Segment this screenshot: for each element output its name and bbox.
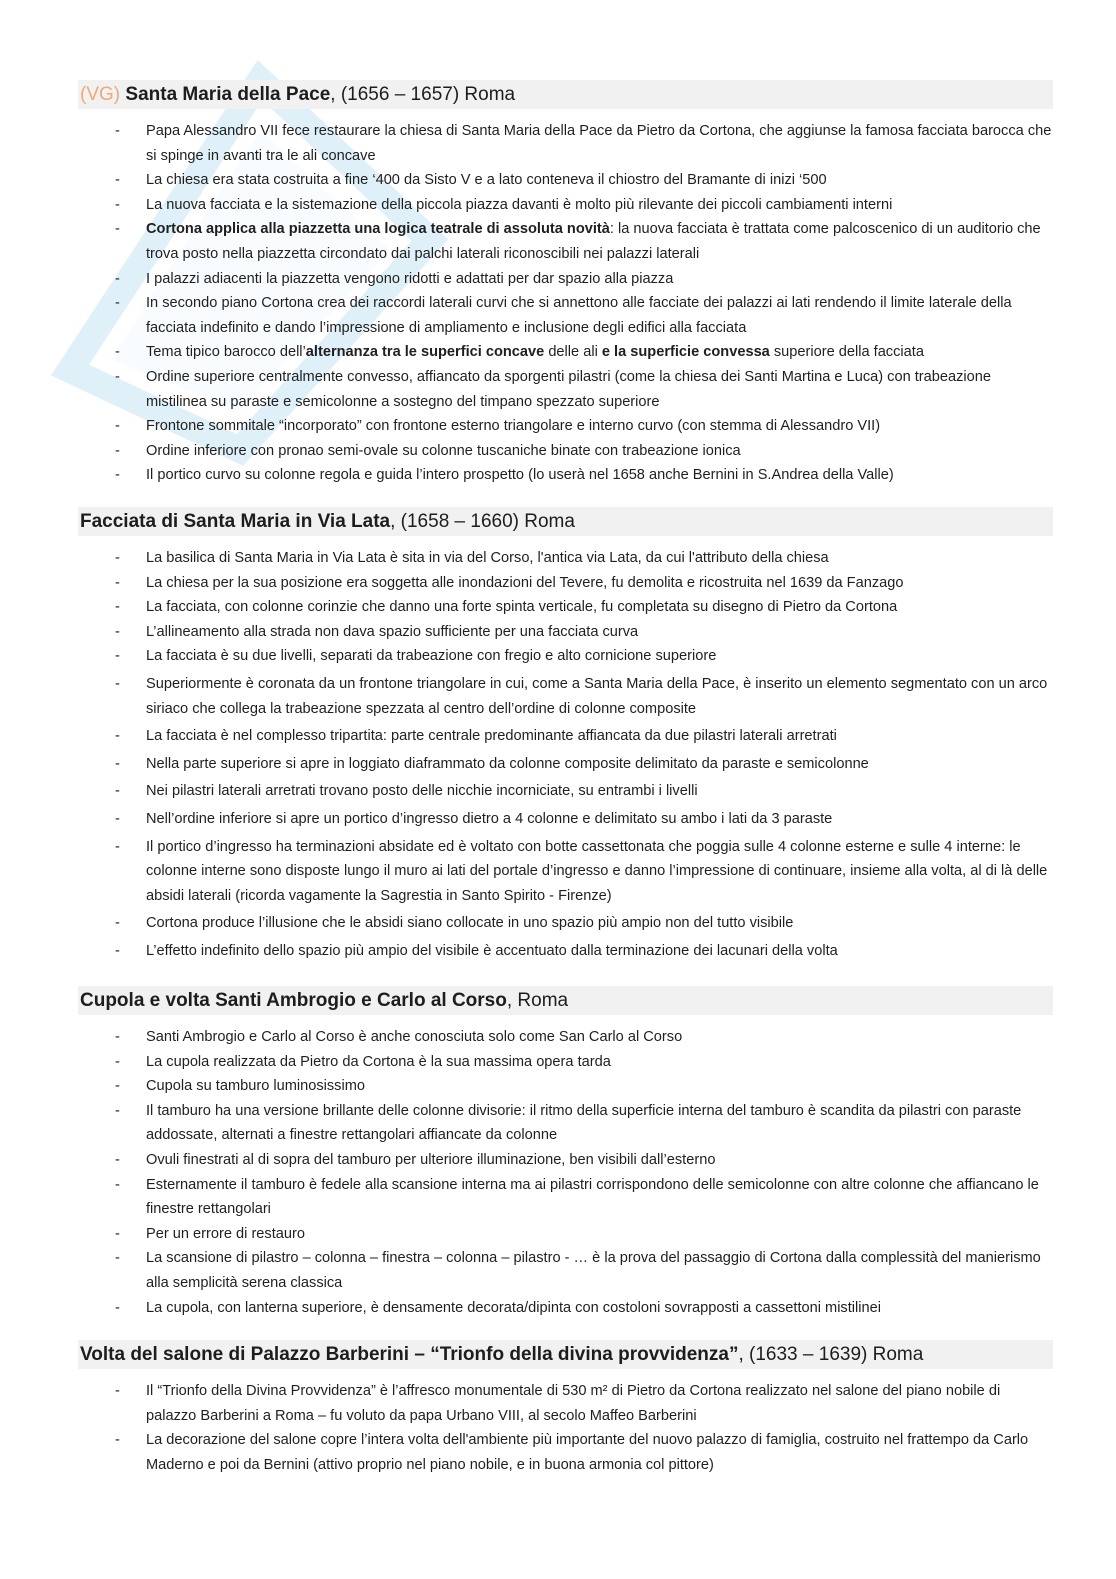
bullet-list	[78, 1025, 1053, 1320]
heading-title: Santa Maria della Pace	[125, 84, 331, 105]
heading-subtitle: , (1656 – 1657) Roma	[330, 84, 516, 105]
heading-title: Cupola e volta Santi Ambrogio e Carlo al Corso	[80, 990, 507, 1011]
section-heading	[78, 986, 1053, 1015]
list-item: - Ordine inferiore con pronao semi-ovale su colonne tuscaniche binate con trabeazione ionica	[78, 439, 1053, 464]
list-item: - Nella parte superiore si apre in loggiato diaframmato da colonne composite delimitato da paraste e semicolonne	[78, 752, 1053, 777]
list-item-bold: e la superficie convessa	[601, 344, 770, 361]
heading-subtitle: , (1633 – 1639) Roma	[738, 1344, 924, 1365]
list-item: - La facciata è su due livelli, separati da trabeazione con fregio e alto cornicione superiore	[78, 644, 1053, 669]
list-item: - La chiesa era stata costruita a fine ‘400 da Sisto V e a lato conteneva il chiostro del Bramante di inizi ‘500	[78, 168, 1053, 193]
list-item: - Cupola su tamburo luminosissimo	[78, 1074, 1053, 1099]
list-item: - I palazzi adiacenti la piazzetta vengono ridotti e adattati per dar spazio alla piazza	[78, 267, 1053, 292]
list-item: - Il portico curvo su colonne regola e guida l’intero prospetto (lo userà nel 1658 anche Bernini in S.Andrea della Valle)	[78, 463, 1053, 488]
heading-subtitle: , Roma	[506, 990, 569, 1011]
list-item: - La scansione di pilastro – colonna – finestra – colonna – pilastro - … è la prova del passaggio di Cortona dalla complessità del manierismo alla semplicità serena classica	[78, 1246, 1053, 1295]
bullet-list	[78, 119, 1053, 488]
list-item-text: Tema tipico barocco dell’	[146, 344, 306, 361]
section-palazzo-barberini	[78, 1340, 1053, 1477]
list-item: - Papa Alessandro VII fece restaurare la chiesa di Santa Maria della Pace da Pietro da Cortona, che aggiunse la famosa facciata barocca che si spinge in avanti tra le ali concave	[78, 119, 1053, 168]
list-item-text: superiore della facciata	[769, 344, 924, 361]
heading-title: Volta del salone di Palazzo Barberini – “Trionfo della divina provvidenza”	[80, 1344, 739, 1365]
section-heading	[78, 507, 1053, 536]
list-item: - La chiesa per la sua posizione era soggetta alle inondazioni del Tevere, fu demolita e ricostruita nel 1639 da Fanzago	[78, 571, 1053, 596]
section-heading	[78, 1340, 1053, 1369]
list-item: - L’effetto indefinito dello spazio più ampio del visibile è accentuato dalla terminazione dei lacunari della volta	[78, 939, 1053, 964]
heading-tag: (VG)	[80, 84, 121, 105]
list-item: - Superiormente è coronata da un frontone triangolare in cui, come a Santa Maria della Pace, è inserito un elemento segmentato con un arco siriaco che collega la trabeazione spezzata al centro dell’ordine di colonne composite	[78, 672, 1053, 721]
list-item: - Cortona produce l’illusione che le absidi siano collocate in uno spazio più ampio non del tutto visibile	[78, 911, 1053, 936]
list-item: - In secondo piano Cortona crea dei raccordi laterali curvi che si annettono alle facciate dei palazzi ai lati rendendo il limite laterale della facciata indefinito e dando l’impressione di ampliamento e inclusione degli edifici alla facciata	[78, 291, 1053, 340]
list-item-bold: Cortona applica alla piazzetta una logica teatrale di assoluta novità	[146, 221, 610, 238]
bullet-list	[78, 546, 1053, 964]
list-item: - Ovuli finestrati al di sopra del tamburo per ulteriore illuminazione, ben visibili dall’esterno	[78, 1148, 1053, 1173]
list-item: - Esternamente il tamburo è fedele alla scansione interna ma ai pilastri corrispondono delle semicolonne con altre colonne che affiancano le finestre rettangolari	[78, 1173, 1053, 1222]
list-item: - Per un errore di restauro	[78, 1222, 1053, 1247]
list-item	[78, 217, 1053, 266]
list-item-text: : la nuova facciata è trattata come palcoscenico di un auditorio che trova posto nella piazzetta circondato dai palchi laterali riconoscibili nei palazzi laterali	[146, 221, 1041, 262]
list-item: - Frontone sommitale “incorporato” con frontone esterno triangolare e interno curvo (con stemma di Alessandro VII)	[78, 414, 1053, 439]
list-item: - Nei pilastri laterali arretrati trovano posto delle nicchie incorniciate, su entrambi i livelli	[78, 779, 1053, 804]
list-item: - Nell’ordine inferiore si apre un portico d’ingresso dietro a 4 colonne e delimitato su ambo i lati da 3 paraste	[78, 807, 1053, 832]
section-santa-maria-della-pace	[78, 80, 1053, 488]
list-item: - La cupola realizzata da Pietro da Cortona è la sua massima opera tarda	[78, 1050, 1053, 1075]
list-item: - Il portico d’ingresso ha terminazioni absidate ed è voltato con botte cassettonata che poggia sulle 4 colonne esterne e sulle 4 interne: le colonne interne sono disposte lungo il muro ai lati del portale d’ingresso e danno l’impressione di continuare, insieme alla volta, al di là delle absidi laterali (ricorda vagamente la Sagrestia in Santo Spirito - Firenze)	[78, 835, 1053, 909]
section-santa-maria-in-via-lata	[78, 507, 1053, 967]
list-item: - L’allineamento alla strada non dava spazio sufficiente per una facciata curva	[78, 620, 1053, 645]
list-item: - Santi Ambrogio e Carlo al Corso è anche conosciuta solo come San Carlo al Corso	[78, 1025, 1053, 1050]
heading-title: Facciata di Santa Maria in Via Lata	[80, 511, 391, 532]
list-item: - La nuova facciata e la sistemazione della piccola piazza davanti è molto più rilevante dei piccoli cambiamenti interni	[78, 193, 1053, 218]
list-item: - Il tamburo ha una versione brillante delle colonne divisorie: il ritmo della superficie interna del tamburo è scandita da pilastri con paraste addossate, alternati a finestre rettangolari affiancate da colonne	[78, 1099, 1053, 1148]
heading-subtitle: , (1658 – 1660) Roma	[390, 511, 575, 532]
list-item: - La facciata è nel complesso tripartita: parte centrale predominante affiancata da due pilastri laterali arretrati	[78, 724, 1053, 749]
list-item: - La facciata, con colonne corinzie che danno una forte spinta verticale, fu completata su disegno di Pietro da Cortona	[78, 595, 1053, 620]
list-item: - La cupola, con lanterna superiore, è densamente decorata/dipinta con costoloni sovrapposti a cassettoni mistilinei	[78, 1296, 1053, 1321]
list-item	[78, 340, 1053, 365]
list-item: - La basilica di Santa Maria in Via Lata è sita in via del Corso, l'antica via Lata, da cui l'attributo della chiesa	[78, 546, 1053, 571]
bullet-list	[78, 1379, 1053, 1477]
list-item: - La decorazione del salone copre l’intera volta dell'ambiente più importante del nuovo palazzo di famiglia, costruito nel frattempo da Carlo Maderno e poi da Bernini (attivo proprio nel piano nobile, e in buona armonia col pittore)	[78, 1428, 1053, 1477]
list-item: - Il “Trionfo della Divina Provvidenza” è l’affresco monumentale di 530 m² di Pietro da Cortona realizzato nel salone del piano nobile di palazzo Barberini a Roma – fu voluto da papa Urbano VIII, al secolo Maffeo Barberini	[78, 1379, 1053, 1428]
section-santi-ambrogio-e-carlo	[78, 986, 1053, 1320]
section-heading	[78, 80, 1053, 109]
list-item-text: delle ali	[544, 344, 602, 361]
list-item-bold: alternanza tra le superfici concave	[305, 344, 545, 361]
list-item: - Ordine superiore centralmente convesso, affiancato da sporgenti pilastri (come la chiesa dei Santi Martina e Luca) con trabeazione mistilinea su paraste e semicolonne a sostegno del timpano spezzato superiore	[78, 365, 1053, 414]
